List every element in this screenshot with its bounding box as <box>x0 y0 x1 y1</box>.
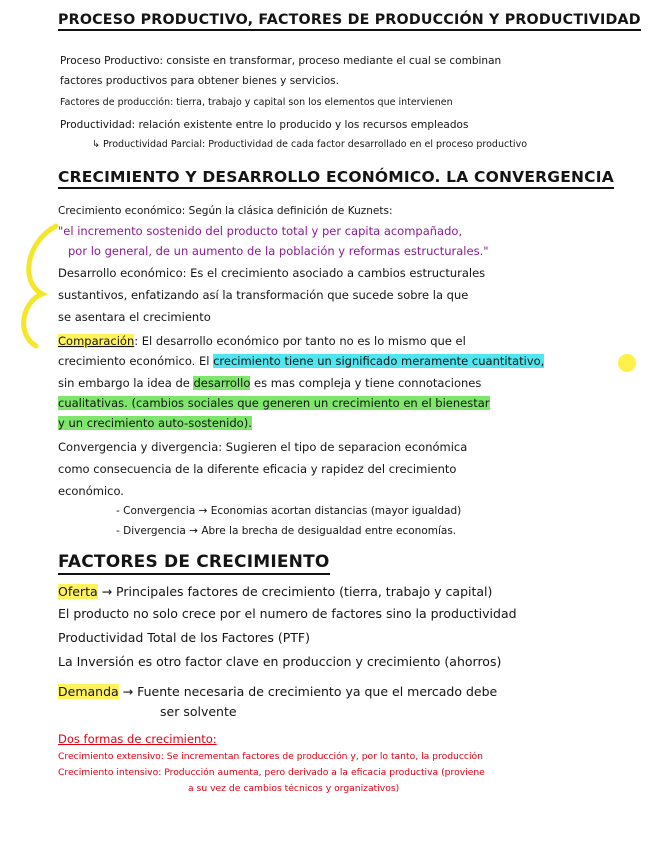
bullet-divergencia: - Divergencia → Abre la brecha de desigualdad entre economías. <box>116 525 457 537</box>
line-comparacion-1 <box>58 334 466 349</box>
yellow-bracket-mark <box>8 222 68 352</box>
line-demanda <box>58 684 497 700</box>
line-producto-crece: El producto no solo crece por el numero de factores sino la productividad <box>58 606 517 621</box>
line-convergencia-3: económico. <box>58 484 124 498</box>
line-comparacion-4 <box>58 396 490 411</box>
yellow-dot-mark <box>618 354 636 372</box>
line-comparacion-5 <box>58 416 252 431</box>
line-crecimiento-extensivo: Crecimiento extensivo: Se incrementan factores de producción y, por lo tanto, la producción <box>58 751 483 762</box>
line-proceso-productivo: Proceso Productivo: consiste en transformar, proceso mediante el cual se combinan <box>60 55 502 67</box>
line-productividad-parcial: ↳ Productividad Parcial: Productividad de cada factor desarrollado en el proceso productivo <box>92 139 528 150</box>
line-desarrollo-economico: Desarrollo económico: Es el crecimiento asociado a cambios estructurales <box>58 266 486 280</box>
demanda-label: Demanda <box>58 684 119 699</box>
bullet-convergencia: - Convergencia → Economias acortan distancias (mayor igualdad) <box>116 505 462 517</box>
comparacion-label: Comparación <box>58 334 135 348</box>
line-crecimiento-intensivo-1: Crecimiento intensivo: Producción aumenta, pero derivado a la eficacia productiva (proviene <box>58 767 485 778</box>
comparacion-3b-highlight: desarrollo <box>193 376 251 390</box>
line-productividad: Productividad: relación existente entre lo producido y los recursos empleados <box>60 119 469 131</box>
comparacion-3a: sin embargo la idea de <box>58 376 194 390</box>
line-inversion: La Inversión es otro factor clave en produccion y crecimiento (ahorros) <box>58 654 502 669</box>
dos-formas-title: Dos formas de crecimiento: <box>58 732 217 746</box>
line-desarrollo-2: sustantivos, enfatizando así la transformación que sucede sobre la que <box>58 288 469 302</box>
line-comparacion-3 <box>58 376 481 391</box>
line-factores-produccion: Factores de producción: tierra, trabajo y capital son los elementos que intervienen <box>60 97 453 108</box>
title-crecimiento-desarrollo <box>58 168 614 186</box>
oferta-label: Oferta <box>58 584 98 599</box>
line-convergencia-2: como consecuencia de la diferente eficacia y rapidez del crecimiento <box>58 462 457 476</box>
line-ptf: Productividad Total de los Factores (PTF) <box>58 630 310 645</box>
comparacion-2b-highlight: crecimiento tiene un significado meramente cuantitativo, <box>213 354 545 368</box>
line-comparacion-2 <box>58 354 544 369</box>
comparacion-2a: crecimiento económico. El <box>58 354 214 368</box>
comparacion-3c: es mas compleja y tiene connotaciones <box>250 376 482 390</box>
line-crecimiento-economico: Crecimiento económico: Según la clásica definición de Kuznets: <box>58 205 393 217</box>
line-desarrollo-3: se asentara el crecimiento <box>58 310 211 324</box>
comparacion-text: : El desarrollo económico por tanto no es lo mismo que el <box>134 334 466 348</box>
title1-text: PROCESO PRODUCTIVO, FACTORES DE PRODUCCIÓN Y PRODUCTIVIDAD <box>58 12 641 31</box>
line-oferta <box>58 584 492 600</box>
demanda-text: → Fuente necesaria de crecimiento ya que el mercado debe <box>118 684 498 699</box>
comparacion-4-highlight: cualitativas. (cambios sociales que generen un crecimiento en el bienestar <box>58 396 490 410</box>
line-kuznets-quote-2: por lo general, de un aumento de la población y reformas estructurales." <box>68 244 489 258</box>
line-factores-productivos: factores productivos para obtener bienes y servicios. <box>60 75 339 87</box>
title-factores-crecimiento <box>58 552 330 572</box>
line-kuznets-quote-1: "el incremento sostenido del producto total y per capita acompañado, <box>58 224 463 238</box>
title2-text: CRECIMIENTO Y DESARROLLO ECONÓMICO. LA CONVERGENCIA <box>58 168 614 189</box>
oferta-text: → Principales factores de crecimiento (tierra, trabajo y capital) <box>97 584 493 599</box>
comparacion-5-highlight: y un crecimiento auto-sostenido). <box>58 416 252 430</box>
line-convergencia-1: Convergencia y divergencia: Sugieren el tipo de separacion económica <box>58 440 468 454</box>
title3-text: FACTORES DE CRECIMIENTO <box>58 552 330 575</box>
line-crecimiento-intensivo-2: a su vez de cambios técnicos y organizativos) <box>188 783 400 794</box>
line-demanda-2: ser solvente <box>160 704 237 719</box>
title-proceso-productivo <box>58 12 641 28</box>
